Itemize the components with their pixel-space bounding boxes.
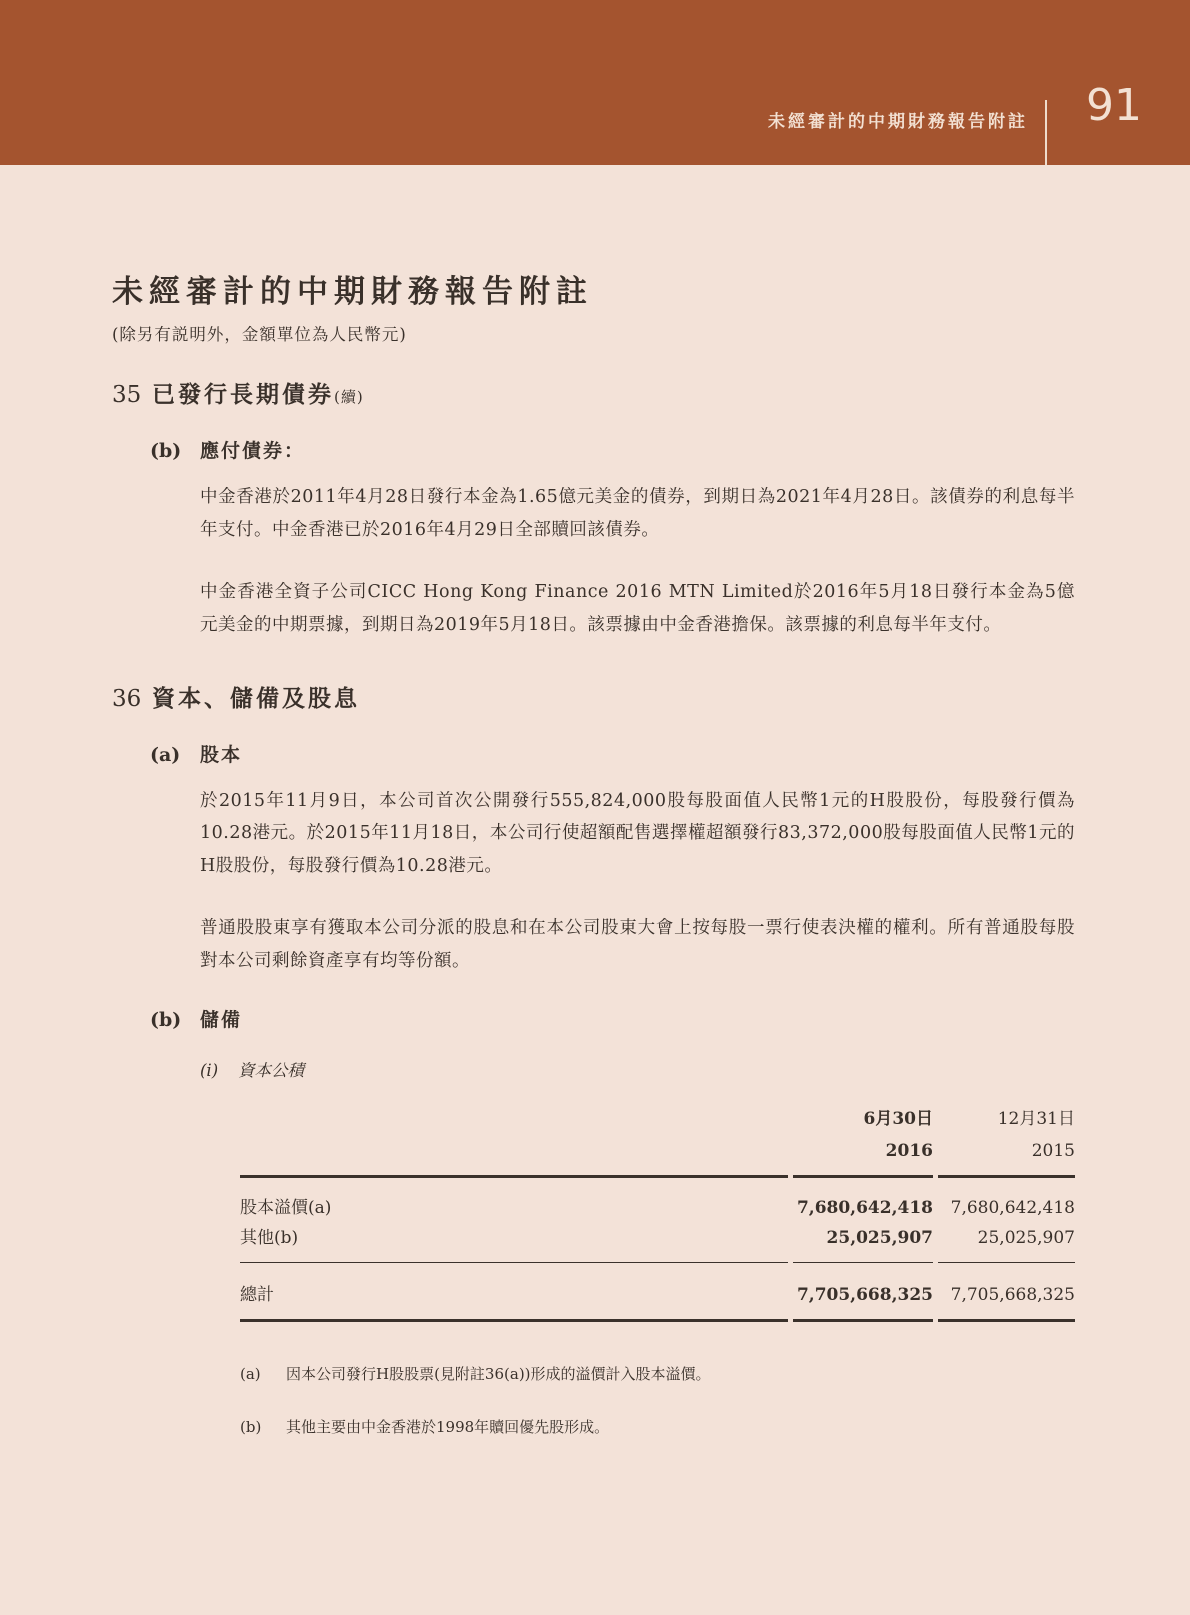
section-35-continued: (續) bbox=[334, 388, 364, 406]
capital-reserve-table bbox=[240, 1103, 1075, 1322]
table-header-2016-date: 6月30日 bbox=[863, 1109, 933, 1130]
section-35-title: 已發行長期債券 bbox=[152, 381, 334, 408]
subsection-36a-heading bbox=[150, 740, 1075, 767]
row-total-2016: 7,705,668,325 bbox=[793, 1263, 933, 1322]
subsection-36b-label: (b) bbox=[150, 1009, 182, 1032]
footnote-a-text: 因本公司發行H股股票(見附註36(a))形成的溢價計入股本溢價。 bbox=[286, 1365, 711, 1384]
item-i-title: 資本公積 bbox=[238, 1061, 304, 1081]
row-total-2015: 7,705,668,325 bbox=[938, 1263, 1075, 1322]
subsection-35b-title: 應付債券： bbox=[200, 440, 306, 462]
table-row bbox=[240, 1178, 1075, 1223]
footnote-b bbox=[240, 1415, 1075, 1441]
table-header-2015-year: 2015 bbox=[1031, 1141, 1075, 1162]
table-header-2016 bbox=[793, 1103, 933, 1178]
row-total-label: 總計 bbox=[240, 1263, 788, 1322]
footnote-a-label: (a) bbox=[240, 1365, 261, 1384]
section-36-title: 資本、儲備及股息 bbox=[152, 684, 360, 712]
running-header-title: 未經審計的中期財務報告附註 bbox=[768, 112, 1028, 132]
paragraph-36a-2: 普通股股東享有獲取本公司分派的股息和在本公司股東大會上按每股一票行使表決權的權利。所有普通股每股對本公司剩餘資產享有均等份額。 bbox=[200, 918, 1075, 972]
row-others-2016: 25,025,907 bbox=[793, 1223, 933, 1263]
page-number: 91 bbox=[1086, 80, 1142, 131]
table-header-2016-year: 2016 bbox=[885, 1141, 933, 1162]
document-title: 未經審計的中期財務報告附註 bbox=[112, 274, 593, 310]
subsection-36b-title: 儲備 bbox=[200, 1009, 243, 1032]
row-share-premium-2016: 7,680,642,418 bbox=[796, 1198, 933, 1219]
subsection-36a-label: (a) bbox=[150, 743, 181, 766]
footnote-b-text: 其他主要由中金香港於1998年贖回優先股形成。 bbox=[286, 1417, 610, 1436]
table-row bbox=[240, 1223, 1075, 1263]
page-header-band bbox=[0, 0, 1190, 165]
paragraph-35b-1: 中金香港於2011年4月28日發行本金為1.65億元美金的債券，到期日為2021年4月28日。該債券的利息每半年支付。中金香港已於2016年4月29日全部贖回該債券。 bbox=[200, 487, 1075, 540]
page-content bbox=[0, 266, 1190, 1440]
subsection-35b-heading bbox=[150, 436, 1075, 463]
subsection-36a-title: 股本 bbox=[200, 743, 243, 766]
subsection-35b-label: (b) bbox=[150, 440, 182, 462]
section-35-number: 35 bbox=[112, 382, 142, 408]
section-36-number: 36 bbox=[112, 685, 142, 712]
paragraph-36a-1: 於2015年11月9日，本公司首次公開發行555,824,000股每股面值人民幣1元的H股股份，每股發行價為10.28港元。於2015年11月18日，本公司行使超額配售選擇權超額發行83,372,000股每股面值人民幣1元的H股股份，每股發行價為10.28港元。 bbox=[200, 790, 1075, 877]
table-header-row bbox=[240, 1103, 1075, 1178]
section-35-heading bbox=[112, 376, 1075, 409]
item-i-heading bbox=[200, 1057, 1075, 1081]
footnote-a bbox=[240, 1362, 1075, 1388]
footnote-b-label: (b) bbox=[240, 1417, 262, 1436]
row-share-premium-2015: 7,680,642,418 bbox=[950, 1198, 1075, 1219]
table-header-2015-date: 12月31日 bbox=[997, 1109, 1075, 1130]
table-header-spacer bbox=[240, 1103, 788, 1178]
row-others-2015: 25,025,907 bbox=[938, 1223, 1075, 1263]
item-i-label: (i) bbox=[200, 1061, 219, 1081]
table-header-2015 bbox=[938, 1103, 1075, 1178]
document-subtitle: (除另有説明外，金額單位為人民幣元) bbox=[112, 325, 407, 344]
subsection-36b-heading bbox=[150, 1005, 1075, 1032]
row-others-label: 其他(b) bbox=[240, 1223, 788, 1263]
section-36-heading bbox=[112, 680, 1075, 713]
paragraph-35b-2: 中金香港全資子公司CICC Hong Kong Finance 2016 MTN Limited於2016年5月18日發行本金為5億元美金的中期票據，到期日為2019年5月18日。該票據由中金香港擔保。該票據的利息每半年支付。 bbox=[200, 581, 1075, 635]
table-total-row bbox=[240, 1263, 1075, 1322]
header-divider bbox=[1045, 100, 1047, 165]
row-share-premium-label: 股本溢價(a) bbox=[240, 1198, 332, 1219]
